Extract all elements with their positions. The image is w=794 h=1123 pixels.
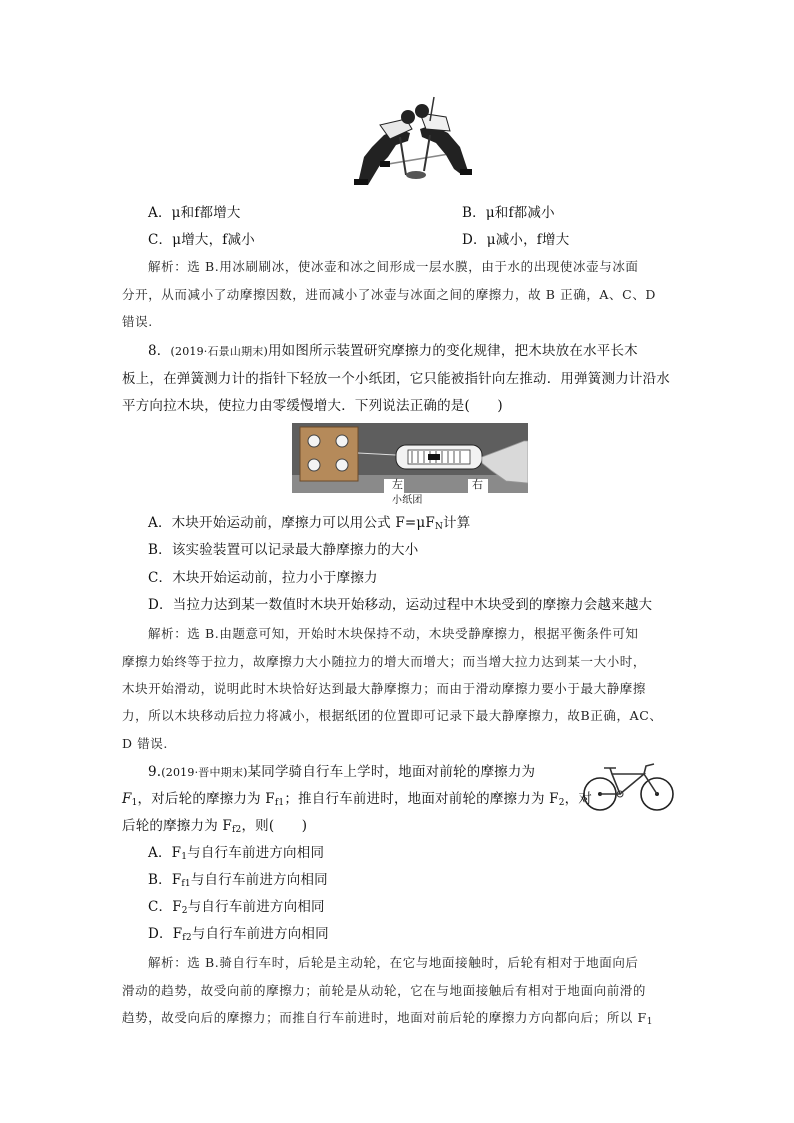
q8-stem-line-1 xyxy=(148,341,638,362)
q8-analysis-line-1: 解析：选 B.由题意可知，开始时木块保持不动，木块受静摩擦力，根据平衡条件可知 xyxy=(148,626,639,641)
q7-analysis-line-2: 分开，从而减小了动摩擦因数，进而减小了冰壶与冰面之间的摩擦力，故 B 正确，A、C、D xyxy=(122,287,657,302)
subscript: 2 xyxy=(558,798,565,808)
fig-label-right: 右 xyxy=(472,478,484,491)
q9-option-a xyxy=(148,843,324,863)
option-text: μ减小，f增大 xyxy=(486,232,570,248)
spring-scale-figure xyxy=(292,423,528,493)
q8-stem-line-2: 板上，在弹簧测力计的指针下轻放一个小纸团，它只能被指针向左推动．用弹簧测力计沿水 xyxy=(122,371,670,387)
q9-analysis-line-3 xyxy=(122,1008,653,1028)
q8-option-b: B．该实验装置可以记录最大静摩擦力的大小 xyxy=(148,542,419,558)
q8-analysis-line-4: 力，所以木块移动后拉力将减小，根据纸团的位置即可记录下最大静摩擦力，故B正确，AC、 xyxy=(122,708,663,723)
question-source: (2019·晋中期末) xyxy=(161,766,248,779)
subscript: 1 xyxy=(131,798,138,808)
q8-option-c: C．木块开始运动前，拉力小于摩擦力 xyxy=(148,570,378,586)
q7-option-a xyxy=(148,203,241,223)
option-letter: B．F xyxy=(148,872,182,888)
q9-analysis-line-2: 滑动的趋势，故受向前的摩擦力；前轮是从动轮，它在与地面接触后有相对于地面向前滑的 xyxy=(122,983,647,998)
bicycle-figure xyxy=(582,758,676,814)
option-text: 计算 xyxy=(443,515,471,531)
subscript: 1 xyxy=(646,1017,654,1027)
q8-option-d: D．当拉力达到某一数值时木块开始移动，运动过程中木块受到的摩擦力会越来越大 xyxy=(148,597,653,613)
option-text: 与自行车前进方向相同 xyxy=(190,872,328,888)
subscript: N xyxy=(434,522,444,532)
q7-analysis-line-1: 解析：选 B.用冰刷刷冰，使冰壶和冰之间形成一层水膜，由于水的出现使冰壶与冰面 xyxy=(148,259,639,274)
fig-caption: 小纸团 xyxy=(392,495,423,506)
option-text: A．木块开始运动前，摩擦力可以用公式 F=μF xyxy=(148,515,435,531)
text: ；推自行车前进时，地面对前轮的摩擦力为 F xyxy=(284,791,559,807)
text: ，对 xyxy=(564,791,593,807)
text: ，则( ) xyxy=(241,818,308,834)
q9-stem-line-3 xyxy=(122,816,307,836)
q9-option-b xyxy=(148,870,328,890)
option-letter: D．F xyxy=(148,926,183,942)
option-text: 与自行车前进方向相同 xyxy=(187,845,325,861)
q9-stem-line-2 xyxy=(122,789,592,809)
text: ，对后轮的摩擦力为 F xyxy=(137,791,275,807)
fig-label-left: 左 xyxy=(392,478,404,491)
option-text: μ增大，f减小 xyxy=(172,232,255,248)
subscript: 1 xyxy=(181,852,188,862)
subscript: f1 xyxy=(274,798,285,808)
question-number: 8． xyxy=(148,343,171,359)
q8-option-a xyxy=(148,513,470,533)
option-text: 与自行车前进方向相同 xyxy=(191,926,329,942)
q7-option-b xyxy=(462,203,555,223)
question-stem: 用如图所示装置研究摩擦力的变化规律，把木块放在水平长木 xyxy=(267,343,638,359)
question-stem: 某同学骑自行车上学时，地面对前轮的摩擦力为 xyxy=(247,764,536,780)
q8-analysis-line-2: 摩擦力始终等于拉力，故摩擦力大小随拉力的增大而增大；而当增大拉力达到某一大小时， xyxy=(122,654,647,669)
option-text: 与自行车前进方向相同 xyxy=(187,899,325,915)
subscript: f2 xyxy=(182,933,192,943)
option-letter: A．F xyxy=(148,845,182,861)
text: 趋势，故受向后的摩擦力；而推自行车前进时，地面对前后轮的摩擦力方向都向后；所以 F xyxy=(122,1010,647,1025)
option-letter: B． xyxy=(462,205,486,221)
q7-option-c xyxy=(148,230,255,250)
symbol: F xyxy=(122,791,132,807)
q9-option-c xyxy=(148,897,325,917)
option-letter: C． xyxy=(148,232,173,248)
option-letter: C．F xyxy=(148,899,182,915)
subscript: 2 xyxy=(181,906,188,916)
q9-option-d xyxy=(148,924,329,944)
q7-option-d xyxy=(462,230,569,250)
q9-analysis-line-1: 解析：选 B.骑自行车时，后轮是主动轮，在它与地面接触时，后轮有相对于地面向后 xyxy=(148,955,639,970)
q8-analysis-line-5: D 错误. xyxy=(122,736,168,751)
subscript: f2 xyxy=(231,825,242,835)
question-source: (2019·石景山期末) xyxy=(170,345,268,358)
option-text: μ和f都减小 xyxy=(485,205,555,221)
question-number: 9. xyxy=(148,764,162,780)
curling-figure xyxy=(350,95,475,193)
option-letter: D． xyxy=(462,232,487,248)
q9-stem-line-1 xyxy=(148,762,535,783)
q8-stem-line-3: 平方向拉木块，使拉力由零缓慢增大．下列说法正确的是( ) xyxy=(122,398,503,414)
q7-analysis-line-3: 错误. xyxy=(122,314,153,329)
option-letter: A． xyxy=(148,205,172,221)
subscript: f1 xyxy=(181,879,191,889)
text: 后轮的摩擦力为 F xyxy=(122,818,232,834)
q8-analysis-line-3: 木块开始滑动，说明此时木块恰好达到最大静摩擦力；而由于滑动摩擦力要小于最大静摩擦 xyxy=(122,681,647,696)
option-text: μ和f都增大 xyxy=(171,205,241,221)
